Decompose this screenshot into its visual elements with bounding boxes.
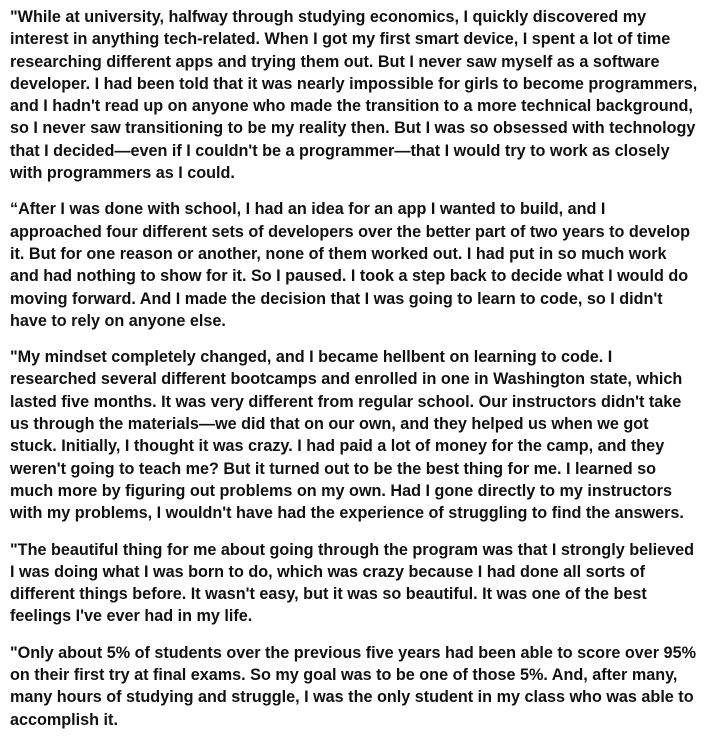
document-body xyxy=(10,6,722,745)
paragraph-app-idea: “After I was done with school, I had an idea for an app I wanted to build, and I approached four different sets of developers over the better part of two years to develop it. But for one reason or another, none of them worked out. I had put in so much work and had nothing to show for it. So I paused. I took a step back to decide what I would do moving forward. And I made the decision that I was going to learn to code, so I didn't have to rely on anyone else. xyxy=(10,200,691,330)
paragraph-program: "The beautiful thing for me about going through the program was that I strongly believed I was doing what I was born to do, which was crazy because I had done all sorts of different things before. It wasn't easy, but it was so beautiful. It was one of the best feelings I've ever had in my life. xyxy=(10,540,694,626)
paragraph-final-exams: "Only about 5% of students over the previous five years had been able to score over 95% on their first try at final exams. So my goal was to be one of those 5%. And, after many, many hours of studying and struggle, I was the only student in my class who was able to accomplish it. xyxy=(10,643,696,729)
paragraph-bootcamp: "My mindset completely changed, and I became hellbent on learning to code. I researched several different bootcamps and enrolled in one in Washington state, which lasted five months. It was very different from regular school. Our instructors didn't take us through the materials—we did that on our own, and they helped us when we got stuck. Initially, I thought it was crazy. I had paid a lot of money for the camp, and they weren't going to teach me? But it turned out to be the best thing for me. I learned so much more by figuring out problems on my own. Had I gone directly to my instructors with my problems, I wouldn't have had the experience of struggling to find the answers. xyxy=(10,348,684,523)
paragraph-university: "While at university, halfway through studying economics, I quickly discovered my interest in anything tech-related. When I got my first smart device, I spent a lot of time researching different apps and trying them out. But I never saw myself as a software developer. I had been told that it was nearly impossible for girls to become programmers, and I hadn't read up on anyone who made the transition to a more technical background, so I never saw transitioning to be my reality then. But I was so obsessed with technology that I decided—even if I couldn't be a programmer—that I would try to work as closely with programmers as I could. xyxy=(10,8,698,183)
